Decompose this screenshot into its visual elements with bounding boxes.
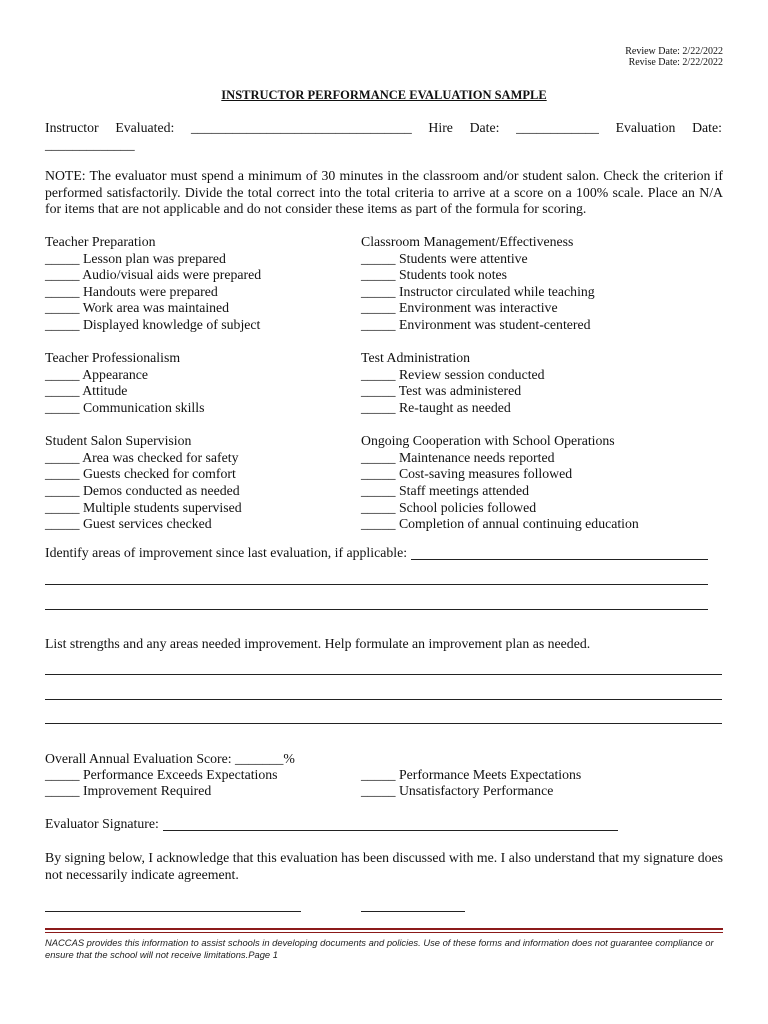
instructor-word: Instructor (45, 120, 99, 135)
criterion-item[interactable]: _____ Environment was student-centered (361, 316, 591, 332)
document-title: INSTRUCTOR PERFORMANCE EVALUATION SAMPLE (221, 88, 547, 102)
criterion-item[interactable]: _____ Guests checked for comfort (45, 466, 236, 482)
option-unsatisfactory[interactable]: _____ Unsatisfactory Performance (361, 783, 554, 798)
improvement-prompt: Identify areas of improvement since last evaluation, if applicable: (45, 545, 408, 560)
employee-signature-line[interactable] (45, 911, 301, 912)
review-date: Review Date: 2/22/2022 (625, 46, 723, 57)
criterion-item[interactable]: _____ Students were attentive (361, 250, 528, 266)
criterion-item[interactable]: _____ Guest services checked (45, 516, 212, 532)
footer-divider (45, 928, 723, 930)
strengths-line[interactable] (45, 674, 722, 675)
criteria-right-column (361, 234, 639, 533)
criterion-item[interactable]: _____ Audio/visual aids were prepared (45, 267, 262, 283)
hire-date-field[interactable]: ____________ (516, 120, 599, 135)
instructor-info-row (45, 120, 722, 137)
document-dates (625, 46, 723, 68)
acknowledgement-text: By signing below, I acknowledge that this evaluation has been discussed with me. I also understand that my signature does not necessarily indicate agreement. (45, 850, 723, 882)
criterion-item[interactable]: _____ Maintenance needs reported (361, 449, 555, 465)
evaluation-word: Evaluation (615, 120, 676, 135)
improvement-line[interactable] (411, 559, 708, 560)
instructor-name-field[interactable]: ________________________________ (190, 120, 412, 135)
criterion-item[interactable]: _____ Instructor circulated while teaching (361, 283, 595, 299)
criterion-item[interactable]: _____ Cost-saving measures followed (361, 466, 573, 482)
criterion-item[interactable]: _____ Staff meetings attended (361, 482, 529, 498)
section-title: Student Salon Supervision (45, 433, 192, 449)
footer-disclaimer: NACCAS provides this information to assist schools in developing documents and policies. Use of these forms and information does not guarantee compliance or ensure that the school will not receive limitations.Page 1 (45, 937, 714, 960)
criterion-item[interactable]: _____ Test was administered (361, 383, 522, 399)
criterion-item[interactable]: _____ Appearance (45, 366, 149, 382)
criteria-left-column (45, 234, 261, 533)
score-label: Overall Annual Evaluation Score: (45, 751, 232, 766)
evaluator-note: NOTE: The evaluator must spend a minimum of 30 minutes in the classroom and/or student salon. Check the criterion if performed satisfactorily. Divide the total correct into the total criteria to arrive at a score on a 100% scale. Place an N/A for items that are not applicable and do not consider these items as part of the formula for scoring. (45, 168, 723, 217)
criterion-item[interactable]: _____ Students took notes (361, 267, 508, 283)
criterion-item[interactable]: _____ Attitude (45, 383, 128, 399)
criterion-item[interactable]: _____ Demos conducted as needed (45, 482, 240, 498)
footer-divider (45, 932, 723, 933)
criterion-item[interactable]: _____ Handouts were prepared (45, 283, 218, 299)
criterion-item[interactable]: _____ School policies followed (361, 499, 537, 515)
criterion-item[interactable]: _____ Environment was interactive (361, 300, 558, 316)
evaluation-date-field[interactable]: _____________ (45, 137, 135, 152)
hire-date-word: Date: (469, 120, 500, 135)
criterion-item[interactable]: _____ Communication skills (45, 399, 205, 415)
strengths-line[interactable] (45, 699, 722, 700)
evaluation-date-word: Date: (692, 120, 722, 135)
evaluator-signature-label: Evaluator Signature: (45, 816, 159, 831)
evaluator-signature-line[interactable] (163, 830, 618, 831)
section-title: Teacher Professionalism (45, 350, 181, 366)
improvement-line[interactable] (45, 609, 708, 610)
evaluated-word: Evaluated: (115, 120, 175, 135)
criterion-item[interactable]: _____ Lesson plan was prepared (45, 250, 226, 266)
criterion-item[interactable]: _____ Review session conducted (361, 366, 545, 382)
section-title: Ongoing Cooperation with School Operations (361, 433, 615, 449)
option-meets[interactable]: _____ Performance Meets Expectations (361, 767, 582, 782)
option-exceeds[interactable]: _____ Performance Exceeds Expectations (45, 767, 278, 782)
section-title: Teacher Preparation (45, 234, 156, 249)
signature-date-line[interactable] (361, 911, 465, 912)
strengths-prompt: List strengths and any areas needed improvement. Help formulate an improvement plan as needed. (45, 636, 591, 651)
improvement-line[interactable] (45, 584, 708, 585)
section-title: Test Administration (361, 350, 471, 366)
criterion-item[interactable]: _____ Multiple students supervised (45, 499, 242, 515)
option-improvement-required[interactable]: _____ Improvement Required (45, 783, 212, 798)
section-title: Classroom Management/Effectiveness (361, 234, 574, 249)
revise-date: Revise Date: 2/22/2022 (628, 57, 723, 68)
strengths-line[interactable] (45, 723, 722, 724)
criterion-item[interactable]: _____ Re-taught as needed (361, 399, 511, 415)
criterion-item[interactable]: _____ Work area was maintained (45, 300, 230, 316)
criterion-item[interactable]: _____ Displayed knowledge of subject (45, 316, 261, 332)
score-row (45, 751, 295, 768)
criterion-item[interactable]: _____ Completion of annual continuing education (361, 516, 639, 532)
criterion-item[interactable]: _____ Area was checked for safety (45, 449, 239, 465)
score-field[interactable]: _______% (235, 751, 295, 766)
hire-word: Hire (428, 120, 453, 135)
